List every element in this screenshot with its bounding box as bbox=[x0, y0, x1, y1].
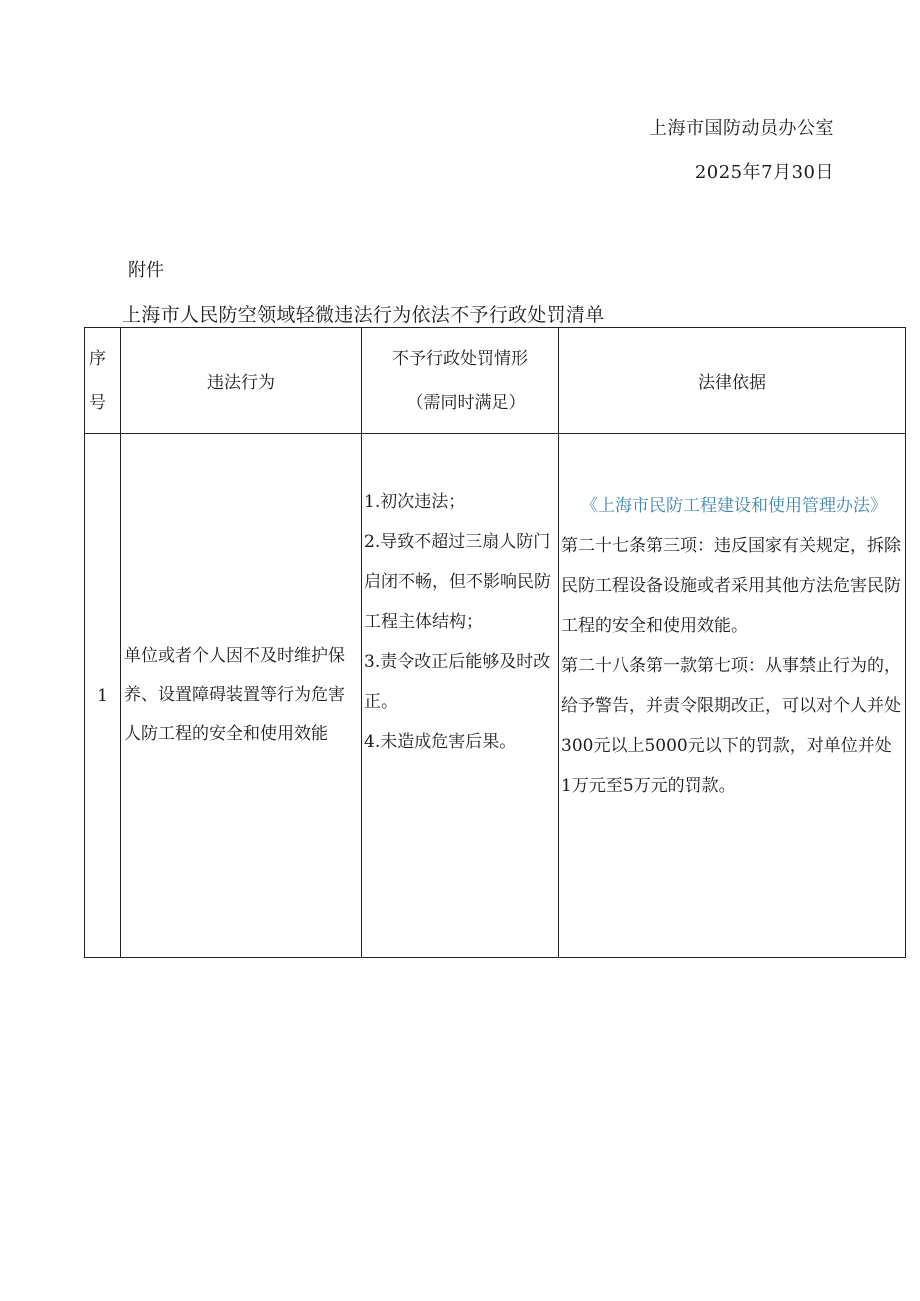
header-exemption-conditions bbox=[362, 328, 559, 434]
condition-item: 3.责令改正后能够及时改正。 bbox=[364, 652, 551, 712]
row-conditions bbox=[362, 434, 559, 958]
row-serial-number: 1 bbox=[85, 434, 121, 958]
header-violation: 违法行为 bbox=[121, 328, 362, 434]
condition-item: 4.未造成危害后果。 bbox=[364, 732, 517, 752]
legal-clause: 第二十七条第三项：违反国家有关规定，拆除民防工程设备设施或者采用其他方法危害民防工程的安全和使用效能。 bbox=[561, 536, 901, 636]
document-title: 上海市人民防空领域轻微违法行为依法不予行政处罚清单 bbox=[122, 304, 605, 326]
header-serial-number: 序 号 bbox=[85, 328, 121, 434]
condition-item: 1.初次违法； bbox=[364, 492, 466, 512]
issuer-organization: 上海市国防动员办公室 bbox=[649, 118, 834, 139]
penalty-exemption-table bbox=[84, 327, 906, 958]
header-conditions-main: 不予行政处罚情形 bbox=[392, 348, 528, 369]
legal-clause: 第二十八条第一款第七项：从事禁止行为的，给予警告，并责令限期改正，可以对个人并处300元以上5000元以下的罚款，对单位并处1万元至5万元的罚款。 bbox=[561, 656, 901, 796]
attachment-label: 附件 bbox=[128, 260, 164, 281]
regulation-title-link[interactable]: 《上海市民防工程建设和使用管理办法》 bbox=[581, 496, 887, 516]
row-legal-basis bbox=[559, 434, 906, 958]
table-row bbox=[85, 434, 906, 958]
header-conditions-sub: （需同时满足） bbox=[406, 392, 526, 413]
header-legal-basis: 法律依据 bbox=[559, 328, 906, 434]
issue-date: 2025年7月30日 bbox=[694, 162, 834, 183]
table-header-row bbox=[85, 328, 906, 434]
condition-item: 2.导致不超过三扇人防门启闭不畅，但不影响民防工程主体结构； bbox=[364, 532, 551, 632]
row-violation-text: 单位或者个人因不及时维护保养、设置障碍装置等行为危害人防工程的安全和使用效能 bbox=[121, 434, 362, 958]
